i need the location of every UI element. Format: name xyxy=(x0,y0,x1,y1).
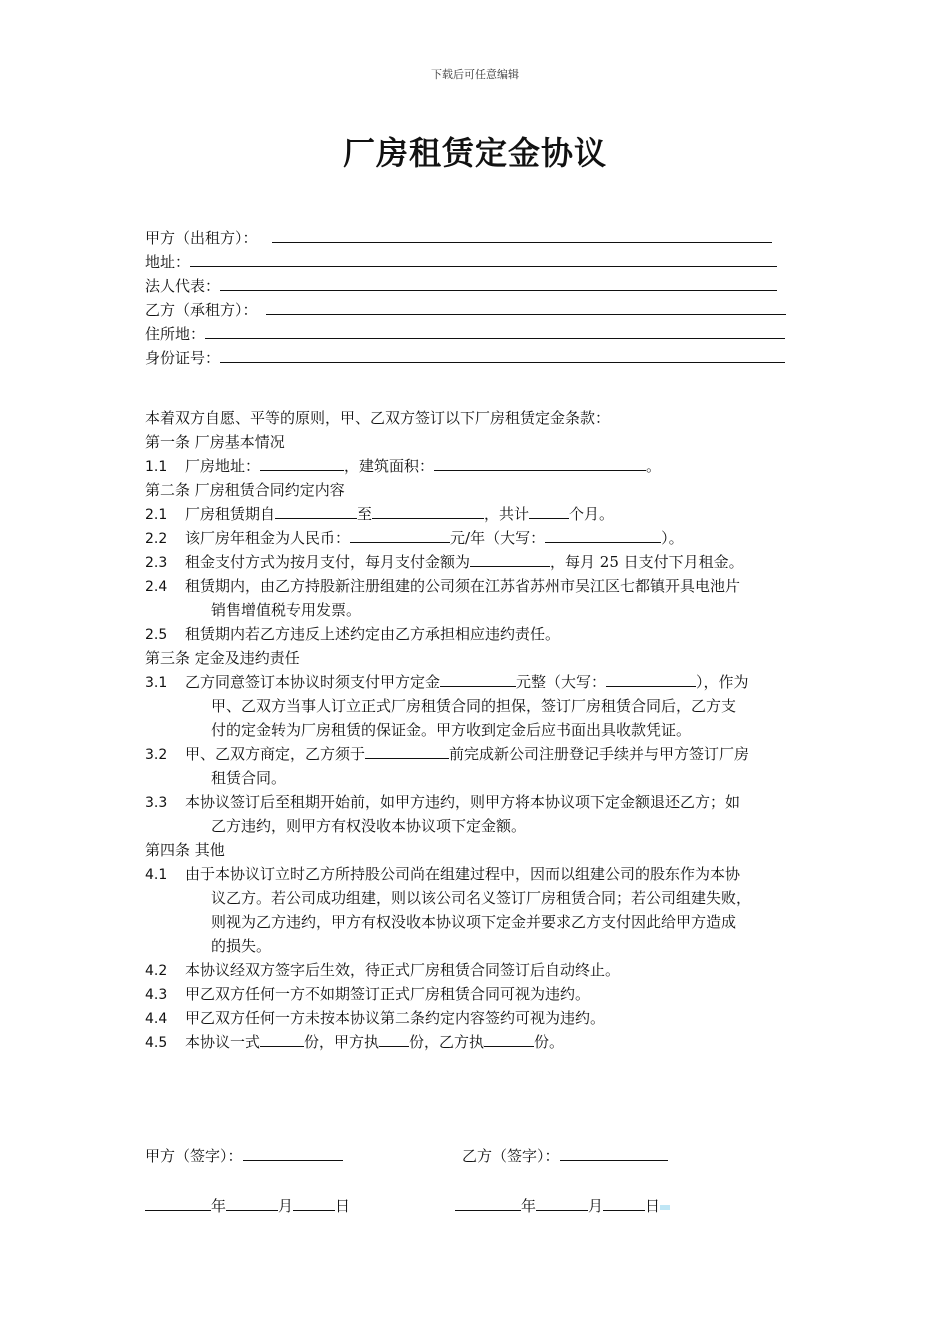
registration-deadline-blank[interactable] xyxy=(365,743,449,759)
document-title: 厂房租赁定金协议 xyxy=(342,134,607,172)
clause-text: 份，乙方执 xyxy=(409,1033,485,1051)
day-label: 日 xyxy=(645,1197,661,1215)
article-3-heading: 第三条 定金及违约责任 xyxy=(145,649,300,667)
clause-3-1-cont: 付的定金转为厂房租赁的保证金。甲方收到定金后应书面出具收款凭证。 xyxy=(211,721,692,739)
clause-text: 本协议一式 xyxy=(185,1033,261,1051)
monthly-payment-blank[interactable] xyxy=(470,551,550,567)
residence-line xyxy=(145,322,825,346)
party-a-line xyxy=(145,226,825,250)
copies-total-blank[interactable] xyxy=(260,1031,304,1047)
lease-end-blank[interactable] xyxy=(372,503,484,519)
id-number-label: 身份证号： xyxy=(145,349,221,367)
clause-4-1-cont: 议乙方。若公司成功组建，则以该公司名义签订厂房租赁合同；若公司组建失败， xyxy=(211,889,752,907)
text-cursor-marker xyxy=(660,1205,670,1210)
clause-4-1 xyxy=(145,862,825,886)
clause-text: 甲、乙双方商定，乙方须于 xyxy=(185,745,366,763)
clause-text: 厂房租赁期自 xyxy=(185,505,276,523)
month-blank[interactable] xyxy=(226,1194,278,1211)
day-label: 日 xyxy=(335,1197,351,1215)
residence-label: 住所地： xyxy=(145,325,206,343)
clause-number: 2.5 xyxy=(145,627,168,643)
clause-number: 3.3 xyxy=(145,795,168,811)
clause-text: 至 xyxy=(357,505,373,523)
factory-address-blank[interactable] xyxy=(260,455,344,471)
clause-number: 2.1 xyxy=(145,507,168,523)
day-blank[interactable] xyxy=(603,1194,645,1211)
clause-3-3 xyxy=(145,790,825,814)
deposit-words-blank[interactable] xyxy=(606,671,696,687)
clause-text: 甲乙双方任何一方未按本协议第二条约定内容签约可视为违约。 xyxy=(185,1009,606,1027)
year-label: 年 xyxy=(521,1197,537,1215)
party-b-label: 乙方（承租方）： xyxy=(145,301,258,319)
party-b-sign-blank[interactable] xyxy=(560,1144,668,1161)
document-body xyxy=(145,226,825,1054)
residence-blank[interactable] xyxy=(205,323,785,339)
year-blank[interactable] xyxy=(145,1194,211,1211)
clause-number: 2.4 xyxy=(145,579,168,595)
clause-text: 租赁期内若乙方违反上述约定由乙方承担相应违约责任。 xyxy=(185,625,561,643)
clause-3-2-cont: 租赁合同。 xyxy=(211,769,287,787)
header-note: 下载后可任意编辑 xyxy=(431,68,519,81)
clause-text: 该厂房年租金为人民币： xyxy=(185,529,351,547)
party-a-signature xyxy=(145,1144,343,1168)
address-line xyxy=(145,250,825,274)
clause-text: 份。 xyxy=(534,1033,565,1051)
address-label: 地址： xyxy=(145,253,191,271)
clause-3-2 xyxy=(145,742,825,766)
clause-4-2 xyxy=(145,958,825,982)
party-b-signature xyxy=(462,1144,668,1168)
lease-months-blank[interactable] xyxy=(529,503,569,519)
clause-2-3 xyxy=(145,550,825,574)
day-blank[interactable] xyxy=(293,1194,335,1211)
legal-rep-line xyxy=(145,274,825,298)
article-2-heading: 第二条 厂房租赁合同约定内容 xyxy=(145,481,345,499)
lease-start-blank[interactable] xyxy=(275,503,357,519)
clause-4-3 xyxy=(145,982,825,1006)
year-label: 年 xyxy=(211,1197,227,1215)
clause-number: 4.5 xyxy=(145,1035,168,1051)
clause-text: 。 xyxy=(646,457,662,475)
clause-number: 2.3 xyxy=(145,555,168,571)
clause-text: 元整（大写： xyxy=(516,673,607,691)
clause-text: 厂房地址： xyxy=(185,457,261,475)
deposit-amount-blank[interactable] xyxy=(440,671,516,687)
clause-number: 3.1 xyxy=(145,675,168,691)
clause-number: 4.3 xyxy=(145,987,168,1003)
clause-2-4-cont: 销售增值税专用发票。 xyxy=(211,601,362,619)
clause-text: 本协议经双方签字后生效，待正式厂房租赁合同签订后自动终止。 xyxy=(185,961,621,979)
clause-4-1-cont: 的损失。 xyxy=(211,937,272,955)
clause-text: 份，甲方执 xyxy=(304,1033,380,1051)
clause-2-1 xyxy=(145,502,825,526)
year-blank[interactable] xyxy=(455,1194,521,1211)
month-label: 月 xyxy=(588,1197,604,1215)
clause-2-2 xyxy=(145,526,825,550)
clause-text: ，建筑面积： xyxy=(344,457,435,475)
clause-text: 乙方同意签订本协议时须支付甲方定金 xyxy=(185,673,441,691)
clause-3-3-cont: 乙方违约，则甲方有权没收本协议项下定金额。 xyxy=(211,817,527,835)
party-a-date xyxy=(145,1194,350,1218)
legal-rep-blank[interactable] xyxy=(220,275,777,291)
copies-party-a-blank[interactable] xyxy=(379,1031,409,1047)
party-b-line xyxy=(145,298,825,322)
clause-number: 3.2 xyxy=(145,747,168,763)
party-a-blank[interactable] xyxy=(272,227,772,243)
party-b-sign-label: 乙方（签字）： xyxy=(462,1147,560,1165)
clause-text: 租赁期内，由乙方持股新注册组建的公司须在江苏省苏州市吴江区七都镇开具电池片 xyxy=(185,577,741,595)
clause-number: 2.2 xyxy=(145,531,168,547)
annual-rent-blank[interactable] xyxy=(350,527,450,543)
clause-2-4 xyxy=(145,574,825,598)
building-area-blank[interactable] xyxy=(434,455,646,471)
clause-number: 4.1 xyxy=(145,867,168,883)
party-a-label: 甲方（出租方）： xyxy=(145,229,258,247)
clause-text: 元/年（大写： xyxy=(450,529,546,547)
clause-text: 甲乙双方任何一方不如期签订正式厂房租赁合同可视为违约。 xyxy=(185,985,591,1003)
copies-party-b-blank[interactable] xyxy=(484,1031,534,1047)
annual-rent-words-blank[interactable] xyxy=(545,527,661,543)
clause-number: 4.4 xyxy=(145,1011,168,1027)
month-label: 月 xyxy=(278,1197,294,1215)
clause-text: ，共计 xyxy=(484,505,530,523)
clause-number: 4.2 xyxy=(145,963,168,979)
clause-text: ，每月 25 日支付下月租金。 xyxy=(550,553,744,571)
clause-text: 本协议签订后至租期开始前，如甲方违约，则甲方将本协议项下定金额退还乙方；如 xyxy=(185,793,741,811)
clause-2-5 xyxy=(145,622,825,646)
clause-text: ），作为 xyxy=(696,673,749,691)
clause-text: 前完成新公司注册登记手续并与甲方签订厂房 xyxy=(449,745,750,763)
clause-1-1 xyxy=(145,454,825,478)
id-number-line xyxy=(145,346,825,370)
address-blank[interactable] xyxy=(190,251,777,267)
clause-text: 由于本协议订立时乙方所持股公司尚在组建过程中，因而以组建公司的股东作为本协 xyxy=(185,865,741,883)
party-a-sign-blank[interactable] xyxy=(243,1144,343,1161)
clause-4-4 xyxy=(145,1006,825,1030)
clause-3-1-cont: 甲、乙双方当事人订立正式厂房租赁合同的担保，签订厂房租赁合同后，乙方支 xyxy=(211,697,737,715)
clause-text: 个月。 xyxy=(569,505,615,523)
clause-4-5 xyxy=(145,1030,825,1054)
legal-rep-label: 法人代表： xyxy=(145,277,221,295)
clause-3-1 xyxy=(145,670,825,694)
month-blank[interactable] xyxy=(536,1194,588,1211)
party-a-sign-label: 甲方（签字）： xyxy=(145,1147,243,1165)
clause-text: ）。 xyxy=(661,529,684,547)
intro-text: 本着双方自愿、平等的原则，甲、乙双方签订以下厂房租赁定金条款： xyxy=(145,409,611,427)
clause-text: 租金支付方式为按月支付，每月支付金额为 xyxy=(185,553,471,571)
id-number-blank[interactable] xyxy=(220,347,785,363)
clause-4-1-cont: 则视为乙方违约，甲方有权没收本协议项下定金并要求乙方支付因此给甲方造成 xyxy=(211,913,737,931)
party-b-date xyxy=(455,1194,670,1218)
article-1-heading: 第一条 厂房基本情况 xyxy=(145,433,285,451)
clause-number: 1.1 xyxy=(145,459,168,475)
article-4-heading: 第四条 其他 xyxy=(145,841,225,859)
party-b-blank[interactable] xyxy=(266,299,786,315)
